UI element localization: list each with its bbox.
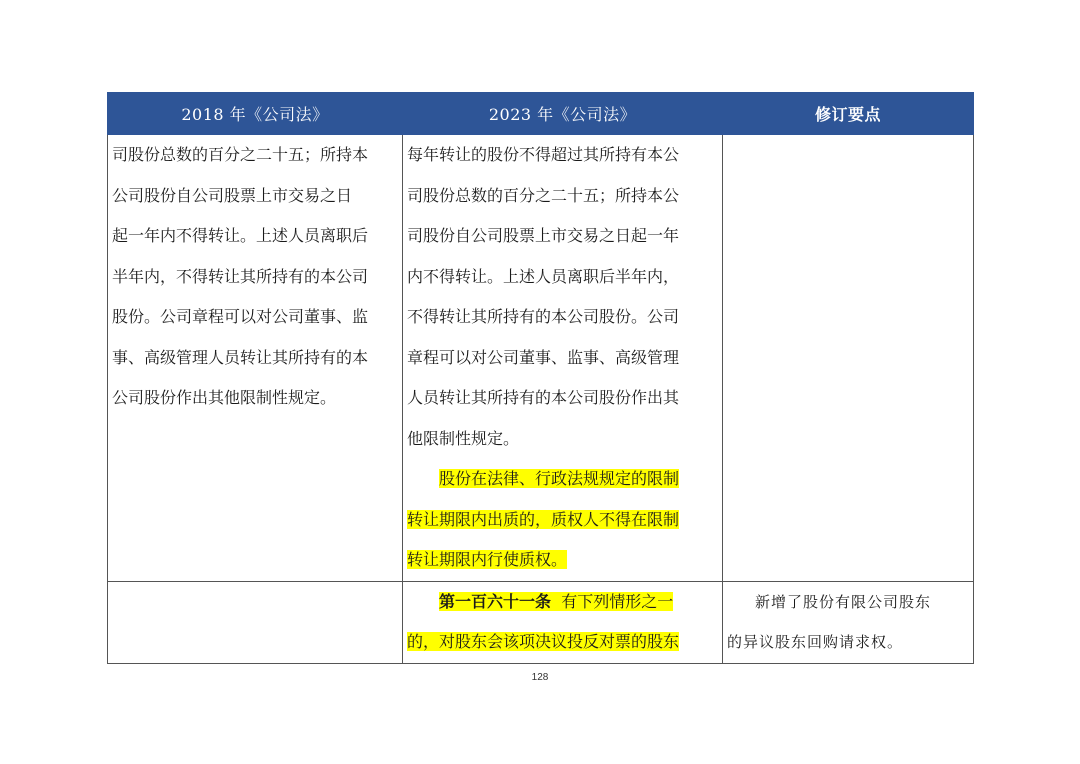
- highlighted-line: [407, 459, 718, 500]
- comparison-table: [107, 92, 974, 664]
- text-line: 股份。公司章程可以对公司董事、监: [112, 307, 369, 326]
- header-2018-law: 2018 年《公司法》: [108, 93, 403, 135]
- table-header-row: [108, 93, 974, 135]
- text-line: 章程可以对公司董事、监事、高级管理: [407, 347, 680, 367]
- note-line: 的异议股东回购请求权。: [727, 633, 904, 651]
- text-line: 司股份总数的百分之二十五；所持本: [112, 145, 369, 164]
- text-line: 司股份自公司股票上市交易之日起一年: [407, 226, 680, 245]
- highlighted-line: [407, 582, 718, 623]
- text-line: 事、高级管理人员转让其所持有的本: [112, 347, 369, 367]
- text-line: 公司股份自公司股票上市交易之日: [112, 185, 353, 205]
- highlight-text: 转让期限内出质的，质权人不得在限制: [407, 509, 680, 529]
- text-line: 内不得转让。上述人员离职后半年内，: [407, 266, 680, 286]
- text-line: 起一年内不得转让。上述人员离职后: [112, 226, 369, 245]
- highlighted-line: [407, 540, 718, 581]
- highlight-text: 股份在法律、行政法规规定的限制: [439, 469, 680, 488]
- note-line: 新增了股份有限公司股东: [755, 592, 932, 611]
- header-2023-law: 2023 年《公司法》: [403, 93, 723, 135]
- highlight-text: 转让期限内行使质权。: [407, 550, 568, 569]
- cell-2018-text: [108, 135, 403, 582]
- article-text: 有下列情形之一: [551, 591, 674, 611]
- text-line: 公司股份作出其他限制性规定。: [112, 388, 337, 407]
- header-revision-points: 修订要点: [723, 93, 974, 135]
- table-row: [108, 581, 974, 663]
- text-line: 他限制性规定。: [407, 428, 520, 448]
- text-line: 半年内，不得转让其所持有的本公司: [112, 266, 369, 286]
- cell-2018-text-empty: [108, 581, 403, 663]
- highlighted-line: [407, 622, 718, 663]
- text-line: 人员转让其所持有的本公司股份作出其: [407, 388, 680, 407]
- highlight-text: 的，对股东会该项决议投反对票的股东: [407, 632, 680, 651]
- highlighted-line: [407, 500, 718, 541]
- text-line: 司股份总数的百分之二十五；所持本公: [407, 185, 680, 205]
- text-line: 不得转让其所持有的本公司股份。公司: [407, 307, 680, 326]
- cell-2023-article: [403, 581, 723, 663]
- page-number: 128: [531, 672, 549, 683]
- cell-revision-note: [723, 135, 974, 582]
- text-line: 每年转让的股份不得超过其所持有本公: [407, 145, 680, 164]
- cell-revision-note: [723, 581, 974, 663]
- cell-2023-text: [403, 135, 723, 582]
- table-row: [108, 135, 974, 582]
- article-title: 第一百六十一条: [439, 591, 552, 611]
